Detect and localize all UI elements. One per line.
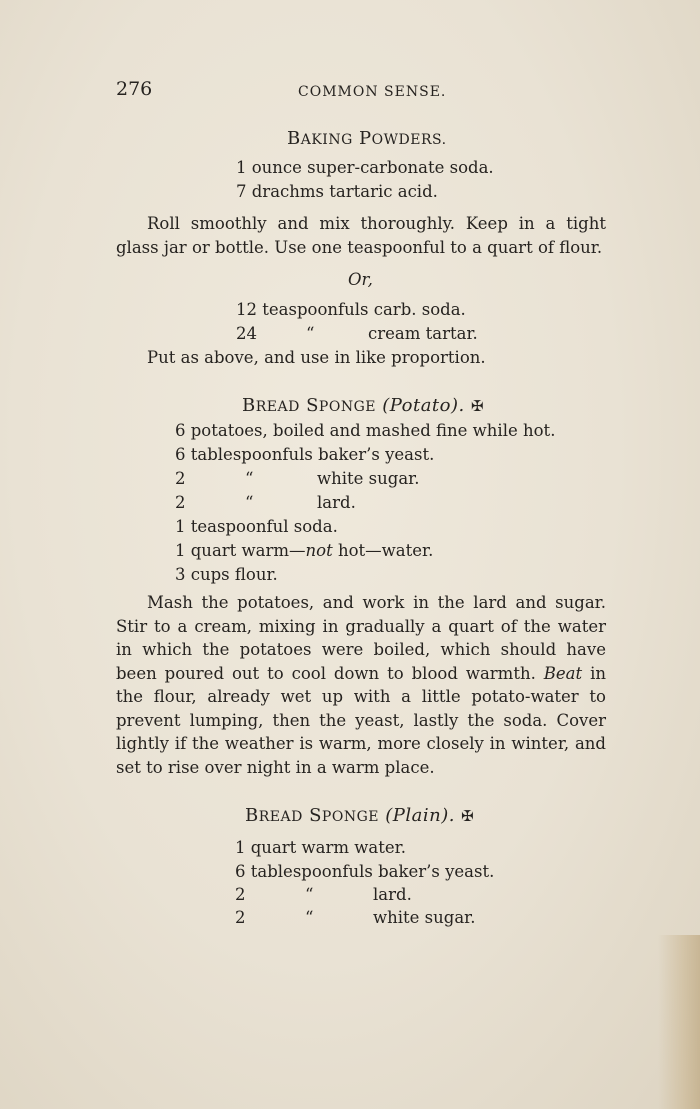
ingredient-line: 6 tablespoonfuls baker’s yeast. (175, 445, 435, 464)
page-number: 276 (116, 78, 153, 100)
ingredient-line: 3 cups flour. (175, 565, 278, 584)
ingredient-line: 7 drachms tartaric acid. (236, 182, 438, 201)
ditto-mark: “ (306, 324, 315, 343)
ingredient-line: 1 teaspoonful soda. (175, 517, 338, 536)
ingredient-line: 1 ounce super-carbonate soda. (236, 158, 494, 177)
title-initial-2: P (359, 128, 372, 149)
section-title-bread-sponge-plain: BREAD SPONGE (Plain). ✠ (245, 805, 475, 826)
ingredient-line: 1 quart warm water. (235, 838, 406, 857)
ditto-mark: “ (245, 493, 254, 512)
ditto-mark: “ (305, 885, 314, 904)
ingredient-line: 2 “ lard. (235, 885, 412, 904)
ingredient-line: 12 teaspoonfuls carb. soda. (236, 300, 466, 319)
ingredient-line: 2 “ white sugar. (175, 469, 420, 488)
title-rest: AKING (300, 132, 353, 148)
title-initial: B (287, 128, 301, 149)
ditto-mark: “ (245, 469, 254, 488)
ingredient-line: 1 quart warm—not hot—water. (175, 541, 434, 560)
closing-line: Put as above, and use in like proportion. (147, 348, 486, 367)
ditto-mark: “ (305, 908, 314, 927)
section-title-bread-sponge-potato: BREAD SPONGE (Potato). ✠ (242, 395, 485, 416)
ingredient-line: 6 tablespoonfuls baker’s yeast. (235, 862, 495, 881)
instructions-paragraph (116, 212, 606, 259)
instructions-text: Mash the potatoes, and work in the lard and sugar. Stir to a cream, mixing in gradually a quart of the water in which the potatoes were boiled, which should have been poured out to cool down to blood warmth. Beat in the flour, already wet up with a little potato-water to prevent lumping, then the yeast, lastly the soda. Cover lightly if the weather is warm, more closely in winter, and set to rise over night in a warm place. (116, 593, 606, 777)
running-head: COMMON SENSE. (298, 84, 447, 100)
section-title-baking-powders (287, 128, 447, 149)
maltese-cross-icon: ✠ (461, 807, 475, 825)
ingredient-line: 2 “ lard. (175, 493, 356, 512)
ingredient-line: 6 potatoes, boiled and mashed fine while hot. (175, 421, 556, 440)
page-edge-shadow (658, 935, 700, 1109)
ingredient-line: 24 “ cream tartar. (236, 324, 478, 343)
instructions-paragraph (116, 591, 606, 779)
instructions-text: Roll smoothly and mix thoroughly. Keep in a tight glass jar or bottle. Use one teaspoonful to a quart of flour. (116, 214, 606, 257)
ingredient-line: 2 “ white sugar. (235, 908, 476, 927)
maltese-cross-icon: ✠ (470, 397, 485, 415)
or-label: Or, (348, 270, 373, 289)
title-rest-2: OWDERS. (371, 132, 447, 148)
